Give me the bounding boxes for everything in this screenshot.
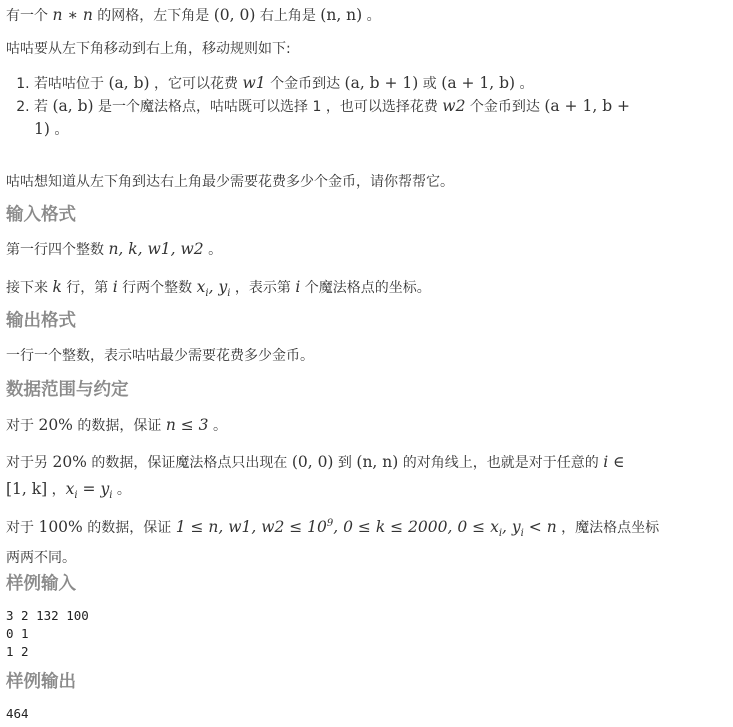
math-move-diagonal: (a + 1, b +	[544, 97, 631, 115]
math-move-diagonal-end: 1)	[34, 120, 50, 138]
sample-input-block	[6, 607, 89, 661]
math-full-bounds: 1 ≤ n, w1, $w2 \le 10^9$, 0 ≤ k ≤ 2000, $0 \le x_i$, $y_i < n$	[175, 518, 557, 540]
math-percent: 20%	[38, 416, 73, 434]
intro-text: 的网格，左下角是	[92, 8, 214, 24]
math-move-right: (a + 1, b)	[441, 74, 516, 92]
question-text: 咕咕想知道从左下角到达右上角最少需要花费多少个金币，请你帮帮它。	[6, 174, 454, 190]
math-input-vars: n, k, w1, w2	[108, 240, 204, 258]
intro-text: 。	[362, 8, 381, 24]
constraints-heading: 数据范围与约定	[6, 380, 129, 400]
sample-input-line: 1 2	[6, 644, 29, 659]
math-i: i	[112, 278, 118, 296]
sample-input-line: 3 2 132 100	[6, 608, 89, 623]
math-position: (a, b)	[108, 74, 150, 92]
math-i: i	[295, 278, 301, 296]
output-format-line-1: 一行一个整数，表示咕咕最少需要花费多少金币。	[6, 348, 314, 364]
rules-list	[6, 72, 733, 141]
math-position: (a, b)	[52, 97, 94, 115]
intro-text: 有一个	[6, 8, 53, 24]
math-corner: (n, n)	[356, 453, 399, 471]
math-range: [1, k]	[6, 480, 48, 498]
math-k: k	[52, 278, 62, 296]
math-w2: w2	[442, 97, 466, 115]
input-format-line-2: 接下来 k 行，第 i 行两个整数 $x_i$, $y_i$ ，表示第 i 个魔法格点的坐标。	[6, 278, 431, 300]
sample-input-heading: 样例输入	[6, 574, 76, 594]
math-xi-yi: $x_i$, $y_i$	[196, 278, 231, 300]
intro-line-1	[6, 4, 381, 27]
output-format-heading: 输出格式	[6, 311, 76, 331]
math-xi-eq-yi: $x_i = y_i$	[65, 480, 113, 502]
math-n-bound: n ≤ 3	[165, 416, 209, 434]
constraint-line-1: 对于 20% 的数据，保证 n ≤ 3 。	[6, 416, 227, 434]
intro-text: 右上角是	[255, 8, 321, 24]
rule-item-1: 1. 若咕咕位于 (a, b) ，它可以花费 w1 个金币到达 (a, b + 1) 或 (a + 1, b) 。	[34, 72, 733, 95]
math-origin: (0, 0)	[291, 453, 334, 471]
sample-output-block	[6, 705, 29, 723]
math-w1: w1	[242, 74, 266, 92]
math-i-in: i ∈	[603, 453, 625, 471]
constraint-line-3: 对于 100% 的数据，保证 1 ≤ n, w1, $w2 \le 10^9$, 0 ≤ k ≤ 2000, $0 \le x_i$, $y_i < n$ ，魔法格点坐标 两两不同。	[6, 518, 660, 567]
sample-output-heading: 样例输出	[6, 672, 76, 692]
math-percent: 100%	[38, 518, 83, 537]
math-grid-size: n ∗ n	[52, 6, 93, 24]
input-format-heading: 输入格式	[6, 205, 76, 225]
math-corner: (n, n)	[320, 6, 363, 24]
math-percent: 20%	[52, 453, 87, 471]
input-format-line-1: 第一行四个整数 n, k, w1, w2 。	[6, 240, 223, 258]
intro-line-2: 咕咕要从左下角移动到右上角，移动规则如下:	[6, 41, 291, 57]
sample-input-line: 0 1	[6, 626, 29, 641]
math-move-up: (a, b + 1)	[344, 74, 419, 92]
math-origin: (0, 0)	[213, 6, 256, 24]
constraint-line-2: 对于另 20% 的数据，保证魔法格点只出现在 (0, 0) 到 (n, n) 的对角线上，也就是对于任意的 i ∈ [1, k] ，$x_i = y_i$ 。	[6, 453, 625, 502]
rule-item-2: 2. 若 (a, b) 是一个魔法格点，咕咕既可以选择 1 ，也可以选择花费 w2 个金币到达 (a + 1, b + 1) 。	[34, 95, 733, 141]
sample-output-line: 464	[6, 706, 29, 721]
